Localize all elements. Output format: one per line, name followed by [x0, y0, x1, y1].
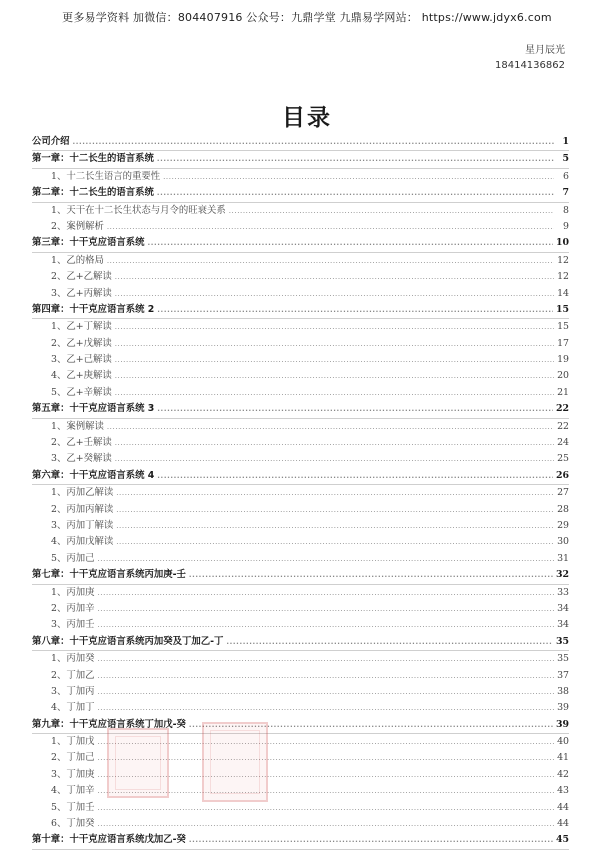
toc-page-number: 34 — [557, 602, 569, 614]
seal-stamp-right — [202, 722, 268, 802]
toc-page-number: 32 — [555, 569, 569, 581]
toc-page-number: 17 — [557, 337, 569, 349]
toc-entry-label: 3、丙加丁解读 — [51, 519, 114, 531]
dot-leader — [107, 219, 554, 235]
toc-entry-label: 5、乙+辛解读 — [51, 386, 112, 398]
toc-page-number: 33 — [557, 586, 569, 598]
toc-section-entry[interactable] — [32, 419, 569, 435]
toc-section-entry[interactable] — [32, 617, 569, 633]
dot-leader — [97, 585, 554, 601]
toc-page-number: 38 — [557, 685, 569, 697]
page-title: 目录 — [282, 104, 332, 131]
toc-entry-label: 第三章：十干克应语言系统 — [32, 237, 145, 249]
toc-entry-label: 1、丙加乙解读 — [51, 487, 114, 499]
toc-page-number: 35 — [555, 635, 569, 647]
dot-leader — [116, 518, 554, 534]
dot-leader — [97, 816, 554, 832]
toc-entry-label: 第二章：十二长生的语言系统 — [32, 187, 154, 199]
toc-chapter-entry[interactable] — [32, 634, 569, 651]
toc-entry-label: 3、丁加丙 — [51, 685, 95, 697]
toc-entry-label: 2、丙加丙解读 — [51, 503, 114, 515]
dot-leader — [97, 684, 554, 700]
dot-leader — [229, 203, 554, 219]
toc-page-number: 24 — [557, 437, 569, 449]
dot-leader — [157, 185, 554, 201]
toc-page-number: 15 — [555, 303, 569, 315]
toc-entry-label: 第七章：十干克应语言系统丙加庚-壬 — [32, 569, 186, 581]
toc-entry-label: 1、丁加戊 — [51, 736, 95, 748]
dot-leader — [163, 169, 554, 185]
dot-leader — [116, 534, 554, 550]
toc-page-number: 45 — [555, 834, 569, 846]
toc-page-number: 9 — [563, 220, 569, 232]
toc-page-number: 25 — [557, 453, 569, 465]
toc-section-entry[interactable] — [32, 336, 569, 352]
toc-entry-label: 第八章：十干克应语言系统丙加癸及丁加乙-丁 — [32, 635, 224, 647]
toc-section-entry[interactable] — [32, 253, 569, 269]
dot-leader — [115, 368, 554, 384]
toc-section-entry[interactable] — [32, 651, 569, 667]
toc-entry-label: 2、丙加辛 — [51, 602, 95, 614]
dot-leader — [115, 269, 554, 285]
toc-entry-label: 5、丁加壬 — [51, 801, 95, 813]
toc-section-entry[interactable] — [32, 435, 569, 451]
toc-page-number: 12 — [557, 254, 569, 266]
toc-page-number: 40 — [557, 736, 569, 748]
dot-leader — [97, 651, 554, 667]
toc-page-number: 43 — [557, 785, 569, 797]
toc-entry-label: 1、十二长生语言的重要性 — [51, 170, 161, 182]
toc-entry-label: 1、乙的格局 — [51, 254, 104, 266]
toc-entry-label: 4、乙+庚解读 — [51, 370, 112, 382]
top-banner: 更多易学资料 加微信：804407916 公众号：九鼎学堂 九鼎易学网站： https://www.jdyx6.com — [62, 11, 552, 24]
toc-section-entry[interactable] — [32, 203, 569, 219]
dot-leader — [97, 551, 554, 567]
toc-page-number: 8 — [563, 204, 569, 216]
toc-chapter-entry[interactable] — [32, 401, 569, 418]
toc-page-number: 31 — [557, 552, 569, 564]
toc-entry-label: 2、案例解析 — [51, 220, 104, 232]
toc-entry-label: 4、丙加戊解读 — [51, 536, 114, 548]
toc-entry-label: 第四章：十干克应语言系统 2 — [32, 303, 155, 315]
toc-section-entry[interactable] — [32, 668, 569, 684]
toc-entry-label: 2、乙+壬解读 — [51, 437, 112, 449]
toc-entry-label: 3、乙+癸解读 — [51, 453, 112, 465]
dot-leader — [115, 286, 554, 302]
toc-entry-label: 1、乙+丁解读 — [51, 321, 112, 333]
toc-page-number: 30 — [557, 536, 569, 548]
toc-section-entry[interactable] — [32, 385, 569, 401]
toc-chapter-entry[interactable] — [32, 151, 569, 168]
toc-page-number: 28 — [557, 503, 569, 515]
dot-leader — [189, 832, 553, 848]
toc-entry-label: 3、丁加庚 — [51, 768, 95, 780]
dot-leader — [115, 451, 554, 467]
toc-page-number: 26 — [555, 469, 569, 481]
toc-entry-label: 1、天干在十二长生状态与月令的旺衰关系 — [51, 204, 226, 216]
toc-section-entry[interactable] — [32, 485, 569, 501]
toc-entry-label: 3、乙+丙解读 — [51, 287, 112, 299]
toc-section-entry[interactable] — [32, 219, 569, 235]
toc-page-number: 44 — [557, 801, 569, 813]
toc-entry-label: 第六章：十干克应语言系统 4 — [32, 469, 155, 481]
toc-entry-label: 第五章：十干克应语言系统 3 — [32, 403, 155, 415]
toc-entry-label: 5、丙加己 — [51, 552, 95, 564]
dot-leader — [115, 435, 554, 451]
dot-leader — [97, 700, 554, 716]
toc-section-entry[interactable] — [32, 551, 569, 567]
toc-page-number: 22 — [555, 403, 569, 415]
toc-section-entry[interactable] — [32, 700, 569, 716]
author-name: 星月辰光 — [525, 45, 565, 56]
toc-entry-label: 2、乙+戊解读 — [51, 337, 112, 349]
dot-leader — [148, 235, 553, 251]
toc-entry-label: 第十章：十干克应语言系统戊加乙-癸 — [32, 834, 186, 846]
toc-entry-label: 1、丙加庚 — [51, 586, 95, 598]
dot-leader — [116, 502, 554, 518]
toc-entry-label: 6、丁加癸 — [51, 818, 95, 830]
toc-page-number: 5 — [562, 153, 569, 165]
toc-page-number: 42 — [557, 768, 569, 780]
toc-section-entry[interactable] — [32, 319, 569, 335]
dot-leader — [157, 151, 554, 167]
dot-leader — [115, 319, 554, 335]
toc-entry-label: 2、丁加乙 — [51, 669, 95, 681]
toc-entry-label: 1、案例解读 — [51, 420, 104, 432]
dot-leader — [115, 352, 554, 368]
toc-page-number: 39 — [557, 702, 569, 714]
dot-leader — [73, 134, 554, 150]
toc-chapter-entry[interactable] — [32, 185, 569, 202]
toc-page-number: 37 — [557, 669, 569, 681]
toc-page-number: 6 — [563, 170, 569, 182]
toc-entry-label: 1、丙加癸 — [51, 653, 95, 665]
toc-entry-label: 4、丁加丁 — [51, 702, 95, 714]
dot-leader — [97, 800, 554, 816]
toc-page-number: 7 — [562, 187, 569, 199]
author-phone: 18414136862 — [495, 60, 565, 71]
toc-section-entry[interactable] — [32, 169, 569, 185]
toc-page-number: 34 — [557, 619, 569, 631]
dot-leader — [97, 601, 554, 617]
toc-entry-label: 3、丙加壬 — [51, 619, 95, 631]
toc-page-number: 14 — [557, 287, 569, 299]
toc-section-entry[interactable] — [32, 352, 569, 368]
dot-leader — [115, 385, 554, 401]
toc-entry-label: 2、乙+乙解读 — [51, 271, 112, 283]
toc-entry-label: 4、丁加辛 — [51, 785, 95, 797]
toc-section-entry[interactable] — [32, 585, 569, 601]
dot-leader — [157, 468, 553, 484]
toc-page-number: 35 — [557, 653, 569, 665]
toc-section-entry[interactable] — [32, 502, 569, 518]
toc-section-entry[interactable] — [32, 534, 569, 550]
dot-leader — [115, 336, 554, 352]
toc-page-number: 20 — [557, 370, 569, 382]
toc-section-entry[interactable] — [32, 816, 569, 832]
toc-section-entry[interactable] — [32, 368, 569, 384]
toc-chapter-entry[interactable] — [32, 235, 569, 252]
dot-leader — [107, 419, 554, 435]
dot-leader — [116, 485, 554, 501]
toc-entry-label: 第九章：十干克应语言系统丁加戊-癸 — [32, 718, 186, 730]
toc-page-number: 22 — [557, 420, 569, 432]
dot-leader — [107, 253, 554, 269]
toc-page-number: 27 — [557, 487, 569, 499]
toc-section-entry[interactable] — [32, 684, 569, 700]
toc-page-number: 41 — [557, 752, 569, 764]
toc-section-entry[interactable] — [32, 286, 569, 302]
dot-leader — [189, 567, 553, 583]
toc-section-entry[interactable] — [32, 451, 569, 467]
toc-page-number: 44 — [557, 818, 569, 830]
toc-entry-label: 第一章：十二长生的语言系统 — [32, 153, 154, 165]
toc-page-number: 21 — [557, 386, 569, 398]
toc-entry-label: 3、乙+己解读 — [51, 354, 112, 366]
toc-chapter-entry[interactable] — [32, 134, 569, 151]
toc-section-entry[interactable] — [32, 518, 569, 534]
dot-leader — [97, 668, 554, 684]
dot-leader — [226, 634, 553, 650]
toc-section-entry[interactable] — [32, 800, 569, 816]
dot-leader — [97, 617, 554, 633]
toc-chapter-entry[interactable] — [32, 567, 569, 584]
toc-page-number: 1 — [562, 136, 569, 147]
dot-leader — [157, 302, 553, 318]
toc-chapter-entry[interactable] — [32, 832, 569, 849]
author-block — [495, 43, 565, 73]
seal-stamp-left — [107, 728, 169, 798]
toc-entry-label: 公司介绍 — [32, 136, 70, 147]
toc-entry-label: 2、丁加己 — [51, 752, 95, 764]
toc-page-number: 29 — [557, 519, 569, 531]
toc-page-number: 15 — [557, 321, 569, 333]
toc-section-entry[interactable] — [32, 269, 569, 285]
toc-chapter-entry[interactable] — [32, 468, 569, 485]
toc-page-number: 39 — [555, 718, 569, 730]
toc-chapter-entry[interactable] — [32, 302, 569, 319]
toc-page-number: 10 — [555, 237, 569, 249]
toc-section-entry[interactable] — [32, 601, 569, 617]
toc-page-number: 12 — [557, 271, 569, 283]
toc-page-number: 19 — [557, 354, 569, 366]
dot-leader — [157, 401, 553, 417]
